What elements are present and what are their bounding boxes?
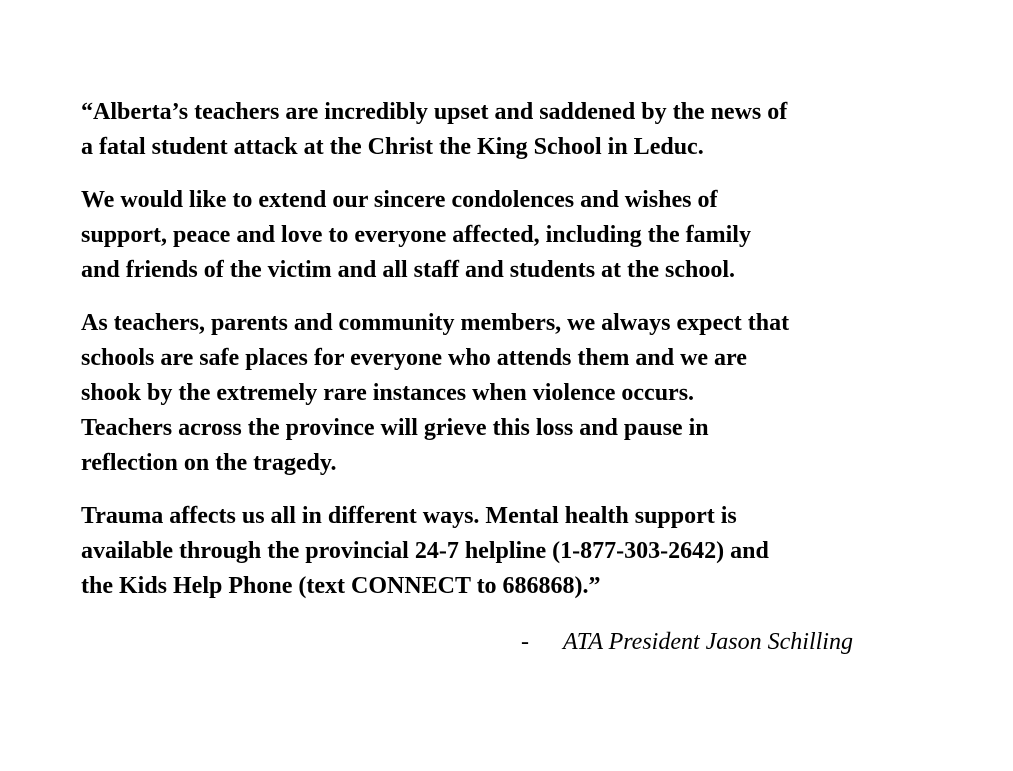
statement-body: [81, 95, 921, 622]
statement-paragraph-4: [81, 499, 921, 604]
statement-line: support, peace and love to everyone affected, including the family: [81, 222, 751, 248]
attribution: [521, 625, 853, 660]
statement-line: As teachers, parents and community members, we always expect that: [81, 310, 790, 336]
statement-paragraph-1: [81, 95, 921, 165]
statement-line: “Alberta’s teachers are incredibly upset and saddened by the news of: [81, 99, 788, 125]
statement-line: a fatal student attack at the Christ the King School in Leduc.: [81, 134, 704, 160]
statement-line: and friends of the victim and all staff and students at the school.: [81, 257, 736, 283]
statement-line: the Kids Help Phone (text CONNECT to 686868).”: [81, 573, 601, 599]
statement-line: reflection on the tragedy.: [81, 450, 337, 476]
attribution-dash: -: [521, 629, 529, 655]
attribution-name: ATA President Jason Schilling: [563, 629, 853, 655]
statement-paragraph-2: [81, 183, 921, 288]
statement-line: Trauma affects us all in different ways. Mental health support is: [81, 503, 737, 529]
statement-line: available through the provincial 24-7 helpline (1-877-303-2642) and: [81, 538, 769, 564]
statement-line: shook by the extremely rare instances when violence occurs.: [81, 380, 695, 406]
statement-line: We would like to extend our sincere condolences and wishes of: [81, 187, 718, 213]
statement-paragraph-3: [81, 306, 921, 481]
statement-line: Teachers across the province will grieve this loss and pause in: [81, 415, 709, 441]
statement-line: schools are safe places for everyone who attends them and we are: [81, 345, 747, 371]
